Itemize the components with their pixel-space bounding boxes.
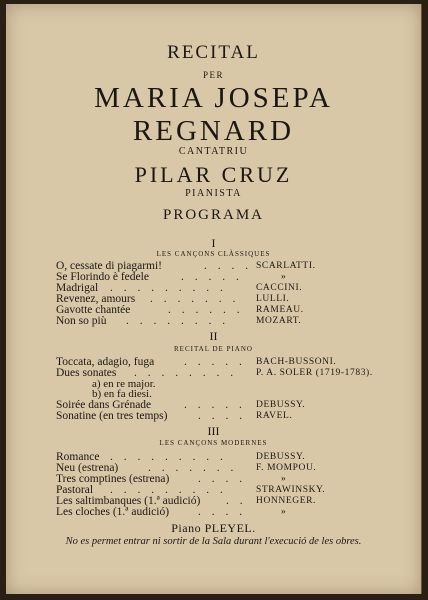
leader-dots: . . . . . . . . xyxy=(134,367,238,379)
section-number: II xyxy=(209,329,218,343)
singer-name-line1: MARIA JOSEPA xyxy=(94,82,333,114)
per-label: PER xyxy=(202,70,224,80)
entry-notice: No es permet entrar ni sortir de la Sala durant l'execució de les obres. xyxy=(65,536,362,547)
program-item xyxy=(56,315,386,327)
composer-name: RAMEAU. xyxy=(256,305,304,315)
leader-dots: . . . . . . . . . xyxy=(110,451,227,463)
work-title: Madrigal xyxy=(56,282,99,294)
section-number: III xyxy=(207,424,220,438)
leader-dots: . . . . . . . . . xyxy=(110,282,227,294)
composer-name: DEBUSSY. xyxy=(256,452,306,462)
singer-role: CANTATRIU xyxy=(178,146,249,157)
sub-item: b) en fa diesi. xyxy=(92,388,152,400)
section-title: RECITAL DE PIANO xyxy=(174,345,253,353)
leader-dots: . . xyxy=(226,495,247,507)
composer-name: HONNEGER. xyxy=(256,496,317,506)
leader-dots: . . . . xyxy=(198,506,247,518)
sub-item: a) en re major. xyxy=(92,378,156,390)
work-title: Gavotte chantée xyxy=(56,304,131,316)
composer-name: P. A. SOLER (1719-1783). xyxy=(256,368,373,378)
leader-dots: . . . . xyxy=(198,473,247,485)
leader-dots: . . . . xyxy=(198,410,247,422)
work-title: Les saltimbanques (1.ª audició) xyxy=(56,495,201,507)
composer-name: BACH-BUSSONI. xyxy=(256,357,337,367)
program-sheet xyxy=(6,4,421,594)
work-title: Dues sonates xyxy=(56,367,117,379)
leader-dots: . . . . . . xyxy=(168,304,244,316)
program-item xyxy=(56,506,386,518)
pianist-name: PILAR CRUZ xyxy=(134,162,293,187)
work-title: Neu (estrena) xyxy=(56,462,119,474)
composer-name: » xyxy=(281,272,287,282)
leader-dots: . . . . . xyxy=(184,356,246,368)
section-title: LES CANÇONS CLÀSSIQUES xyxy=(156,250,271,258)
section-number: I xyxy=(211,236,216,250)
work-title: Se Florindo è fedele xyxy=(56,271,149,283)
composer-name: STRAWINSKY. xyxy=(256,485,326,495)
composer-name: DEBUSSY. xyxy=(256,400,306,410)
leader-dots: . . . . . . . xyxy=(150,293,240,305)
composer-name: MOZART. xyxy=(256,316,302,326)
composer-name: F. MOMPOU. xyxy=(256,463,317,473)
section-title: LES CANÇONS MODERNES xyxy=(159,439,268,447)
work-title: Sonatine (en tres temps) xyxy=(56,410,168,422)
piano-brand: Piano PLEYEL. xyxy=(171,521,256,535)
work-title: Les cloches (1.ª audició) xyxy=(56,506,170,518)
work-title: Toccata, adagio, fuga xyxy=(56,356,155,368)
leader-dots: . . . . . xyxy=(181,271,243,283)
work-title: Tres comptines (estrena) xyxy=(56,473,170,485)
pianist-role: PIANISTA xyxy=(185,188,242,199)
work-title: Revenez, amours xyxy=(56,293,136,305)
composer-name: » xyxy=(281,507,287,517)
composer-name: SCARLATTI. xyxy=(256,261,316,271)
work-title: Pastoral xyxy=(56,484,94,496)
program-item xyxy=(56,410,386,422)
leader-dots: . . . . . . . . . xyxy=(110,484,227,496)
work-title: Soirée dans Grénade xyxy=(56,399,152,411)
work-title: O, cessate di piagarmi! xyxy=(56,260,163,272)
leader-dots: . . . . xyxy=(204,260,253,272)
singer-name-line2: REGNARD xyxy=(132,115,295,147)
work-title: Non so più xyxy=(56,315,107,327)
page-edge xyxy=(421,4,422,594)
leader-dots: . . . . . xyxy=(184,399,246,411)
composer-name: LULLI. xyxy=(256,294,290,304)
recital-title: RECITAL xyxy=(167,42,260,63)
leader-dots: . . . . . . . xyxy=(148,462,238,474)
composer-name: RAVEL. xyxy=(256,411,293,421)
composer-name: » xyxy=(281,474,287,484)
composer-name: CACCINI. xyxy=(256,283,303,293)
programa-heading: PROGRAMA xyxy=(162,207,265,223)
work-title: Romance xyxy=(56,451,100,463)
leader-dots: . . . . . . . . xyxy=(126,315,230,327)
